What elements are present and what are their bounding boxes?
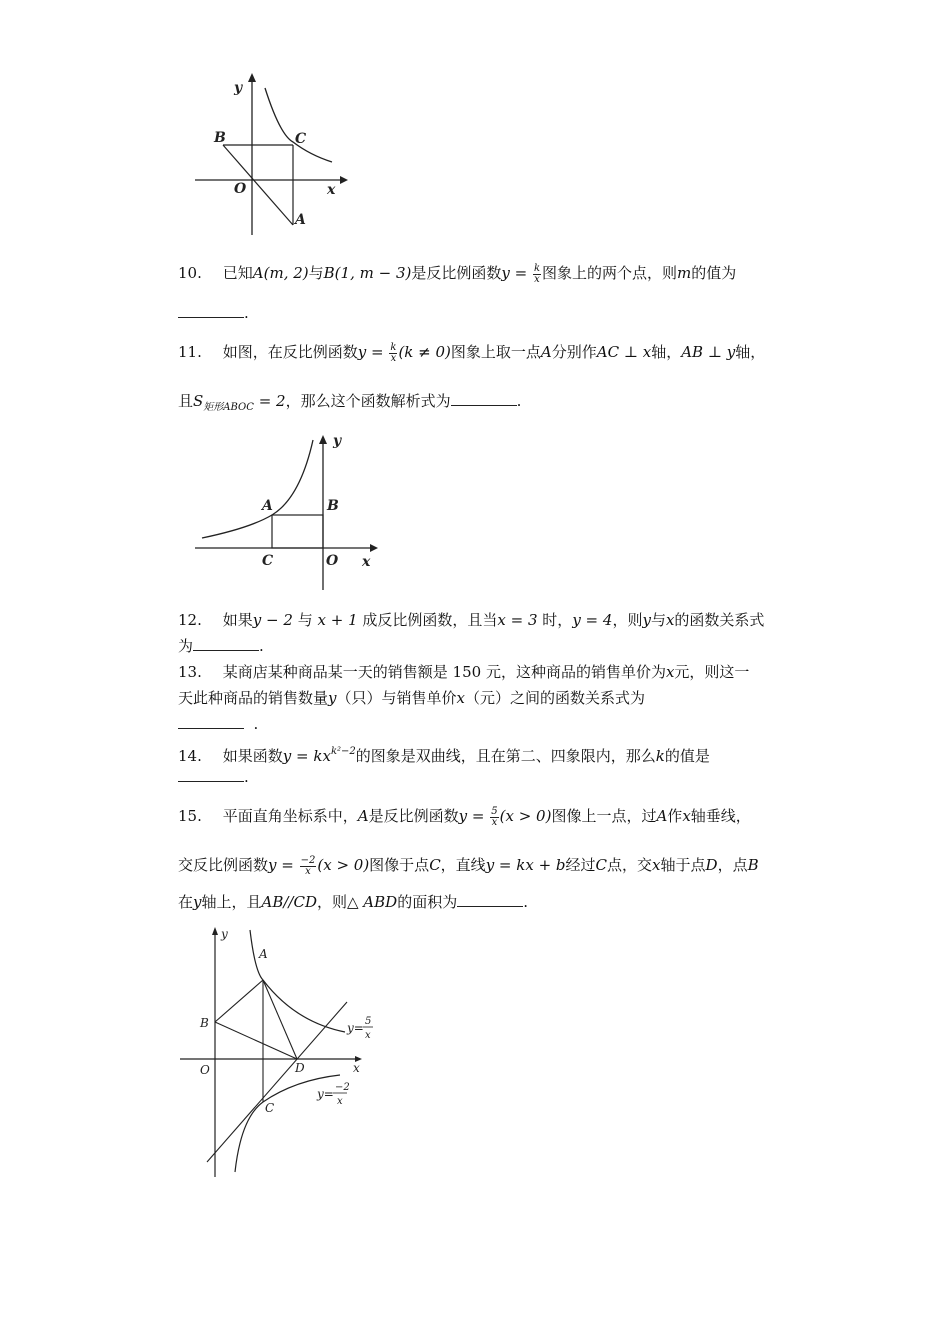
q14-answer-blank[interactable] xyxy=(178,767,244,782)
q13-var: x xyxy=(665,663,675,681)
question-14 xyxy=(178,742,710,766)
fig3-curve1-lhs: y= xyxy=(347,1021,364,1035)
q13-line-2 xyxy=(178,688,645,708)
q11-point: A xyxy=(540,343,552,361)
q12-expr: x + 1 xyxy=(317,611,358,629)
q11-text: 轴， xyxy=(735,343,766,361)
fig3-label-c: C xyxy=(265,1101,275,1115)
q14-text: 如果函数 xyxy=(222,747,283,765)
q15-func: y = xyxy=(268,856,294,874)
q15-cond: (x > 0) xyxy=(499,807,552,825)
q15-fraction-1 xyxy=(490,807,498,828)
fig1-label-c: C xyxy=(295,131,307,147)
q11-text: 轴， xyxy=(651,343,682,361)
fig1-label-o: O xyxy=(234,181,247,197)
q10-text: 的值为 xyxy=(691,264,737,282)
fig3-line-cd xyxy=(207,1002,347,1162)
q15-text: ，点 xyxy=(717,856,748,874)
q10-point-a: A(m, 2) xyxy=(252,264,309,282)
q15-point: D xyxy=(705,856,718,874)
q15-point: B xyxy=(747,856,759,874)
q11-number: 11. xyxy=(178,343,202,361)
fig2-label-c: C xyxy=(262,553,274,569)
fig1-label-y: y xyxy=(234,80,243,96)
fig1-hyperbola xyxy=(265,88,332,162)
q15-var: x xyxy=(682,807,691,825)
q10-point-b: B(1, m − 3) xyxy=(323,264,412,282)
q15-frac2-den: x xyxy=(305,865,311,877)
question-11 xyxy=(178,342,765,364)
q11-perp: AC ⊥ x xyxy=(596,343,652,361)
question-10 xyxy=(178,263,736,285)
q13-var: y xyxy=(328,689,337,707)
q15-text: ，则 xyxy=(316,893,347,911)
q12-var: y xyxy=(642,611,651,629)
q13-text: （只）与销售单价 xyxy=(336,689,457,707)
q10-number: 10. xyxy=(178,264,202,282)
q15-var: y xyxy=(193,893,202,911)
q12-text: 与 xyxy=(650,611,666,629)
q10-text: 是反比例函数 xyxy=(411,264,502,282)
q15-fraction-2 xyxy=(300,856,317,877)
q11-area: S xyxy=(193,392,204,410)
q15-text: 轴于点 xyxy=(660,856,706,874)
q10-func: y = xyxy=(501,264,528,282)
q10-frac-den: x xyxy=(534,273,540,285)
fig2-label-o: O xyxy=(326,553,339,569)
q12-line-2 xyxy=(178,636,264,656)
q11-frac-den: x xyxy=(390,352,397,364)
fig3-y-arrow xyxy=(212,927,218,935)
q11-text: 且 xyxy=(178,392,194,410)
q10-text: 已知 xyxy=(222,264,253,282)
q13-text: 元，则这一 xyxy=(674,663,750,681)
q15-text: 是反比例函数 xyxy=(368,807,459,825)
fig2-label-x: x xyxy=(362,554,371,570)
q15-text: 交反比例函数 xyxy=(178,856,269,874)
q11-text: 图象上取一点 xyxy=(450,343,541,361)
q14-tail: . xyxy=(244,768,249,786)
q12-text: 的函数关系式 xyxy=(674,611,765,629)
q11-func: y = xyxy=(357,343,384,361)
q15-text: 轴上，且 xyxy=(201,893,262,911)
q14-text: 的值是 xyxy=(664,747,710,765)
fig3-label-x: x xyxy=(353,1061,360,1075)
q15-tail: . xyxy=(523,893,528,911)
q12-answer-blank[interactable] xyxy=(193,636,259,651)
q15-answer-blank[interactable] xyxy=(457,892,523,907)
q14-var: k xyxy=(655,747,665,765)
q11-frac-num: k xyxy=(390,341,397,353)
q12-text: ，则 xyxy=(612,611,643,629)
q10-text: 与 xyxy=(308,264,324,282)
fig1-y-arrow xyxy=(248,73,256,82)
q12-expr: y = 4 xyxy=(572,611,613,629)
q12-text: 成反比例函数，且当 xyxy=(362,611,498,629)
fig3-ab xyxy=(215,980,263,1022)
q14-expr: y = kx xyxy=(282,747,331,765)
q14-exponent: k²−2 xyxy=(330,746,356,757)
fig2-rectangle xyxy=(272,515,323,548)
q15-text: ，直线 xyxy=(440,856,486,874)
q14-line-2 xyxy=(178,767,249,787)
q15-line-2 xyxy=(178,855,759,877)
q14-text: 的图象是双曲线，且在第二、四象限内，那么 xyxy=(355,747,656,765)
q15-frac2-num: −2 xyxy=(300,854,316,866)
q15-triangle: △ ABD xyxy=(347,893,398,911)
q15-number: 15. xyxy=(178,807,202,825)
fig3-curve1-den: x xyxy=(365,1030,371,1041)
q13-text: 天此种商品的销售数量 xyxy=(178,689,329,707)
fig2-hyperbola xyxy=(202,440,313,538)
q12-expr: x = 3 xyxy=(497,611,538,629)
q15-text: 经过 xyxy=(565,856,596,874)
q13-var: x xyxy=(456,689,465,707)
fig3-curve2-den: x xyxy=(337,1096,343,1107)
q15-point: C xyxy=(595,856,608,874)
q15-text: 图像于点 xyxy=(369,856,430,874)
q11-answer-blank[interactable] xyxy=(451,391,517,406)
q15-text: 图像上一点，过 xyxy=(551,807,657,825)
q11-perp: AB ⊥ y xyxy=(681,343,736,361)
q12-text: 与 xyxy=(297,611,313,629)
q13-answer-blank[interactable] xyxy=(178,714,244,729)
q15-point: C xyxy=(429,856,441,874)
q15-func: y = xyxy=(458,807,485,825)
fig1-label-x: x xyxy=(327,182,336,198)
fig3-label-d: D xyxy=(295,1061,305,1075)
q15-frac1-den: x xyxy=(491,816,498,828)
q15-frac1-num: 5 xyxy=(491,805,498,817)
q10-answer-line xyxy=(178,303,249,323)
question-12 xyxy=(178,610,764,630)
q15-point: A xyxy=(357,807,369,825)
q13-line-3 xyxy=(178,714,258,734)
fig2-x-arrow xyxy=(370,544,378,552)
q12-number: 12. xyxy=(178,611,202,629)
fig2-y-arrow xyxy=(319,435,327,444)
q10-answer-blank[interactable] xyxy=(178,303,244,318)
q10-fraction xyxy=(533,264,541,285)
q12-text: 时， xyxy=(542,611,573,629)
q11-area-eq: = 2 xyxy=(258,392,286,410)
q13-tail: . xyxy=(253,715,259,733)
q11-text: 如图，在反比例函数 xyxy=(222,343,358,361)
q15-line-eq: y = kx + b xyxy=(485,856,566,874)
fig2-label-b: B xyxy=(327,498,339,514)
q11-text: ，那么这个函数解析式为 xyxy=(285,392,451,410)
q15-text: 的面积为 xyxy=(397,893,458,911)
fig3-label-b: B xyxy=(200,1016,209,1030)
q12-var: x xyxy=(665,611,675,629)
q12-text: 如果 xyxy=(222,611,253,629)
q13-number: 13. xyxy=(178,663,202,681)
figure-3 xyxy=(175,922,395,1184)
figure-2 xyxy=(190,428,390,598)
q11-tail: . xyxy=(516,392,522,410)
q15-text: 在 xyxy=(178,893,194,911)
q15-var: x xyxy=(652,856,661,874)
q10-tail: . xyxy=(244,304,249,322)
q15-line-3 xyxy=(178,892,528,912)
fig1-label-a: A xyxy=(295,212,306,228)
fig3-curve2-num: −2 xyxy=(335,1082,350,1093)
fig3-bd xyxy=(215,1022,297,1059)
q12-tail: . xyxy=(259,637,264,655)
question-13 xyxy=(178,662,749,682)
q10-text: 图象上的两个点，则 xyxy=(542,264,678,282)
fig3-label-o: O xyxy=(200,1063,210,1077)
q15-text: 点，交 xyxy=(607,856,653,874)
q15-cond: (x > 0) xyxy=(317,856,370,874)
figure-1 xyxy=(190,70,350,240)
q14-number: 14. xyxy=(178,747,202,765)
fig1-x-arrow xyxy=(340,176,348,184)
q11-cond: (k ≠ 0) xyxy=(398,343,451,361)
fig2-label-a: A xyxy=(262,498,273,514)
q11-text: 分别作 xyxy=(551,343,597,361)
fig3-label-a: A xyxy=(259,947,268,961)
q15-text: 平面直角坐标系中， xyxy=(222,807,358,825)
q11-line-2 xyxy=(178,391,521,418)
q15-text: 作 xyxy=(667,807,683,825)
q15-point: A xyxy=(656,807,668,825)
q10-frac-num: k xyxy=(533,262,541,274)
q15-parallel: AB//CD xyxy=(261,893,317,911)
fig3-ad xyxy=(263,980,297,1059)
fig3-curve2-lhs: y= xyxy=(317,1087,334,1101)
fig1-label-b: B xyxy=(214,130,226,146)
fig3-curve1-num: 5 xyxy=(365,1016,372,1027)
fig3-label-y: y xyxy=(221,927,228,941)
q12-text: 为 xyxy=(178,637,194,655)
q15-text: 轴垂线， xyxy=(690,807,751,825)
q13-text: （元）之间的函数关系式为 xyxy=(464,689,645,707)
q10-var: m xyxy=(677,264,692,282)
question-15 xyxy=(178,806,751,828)
fig3-hyperbola-5-over-x xyxy=(250,930,345,1032)
q12-expr: y − 2 xyxy=(252,611,293,629)
fig2-label-y: y xyxy=(333,433,342,449)
q11-fraction xyxy=(389,343,397,364)
q13-text: 某商店某种商品某一天的销售额是 150 元，这种商品的销售单价为 xyxy=(222,663,666,681)
q11-area-sub: 矩形ABOC xyxy=(203,402,254,413)
